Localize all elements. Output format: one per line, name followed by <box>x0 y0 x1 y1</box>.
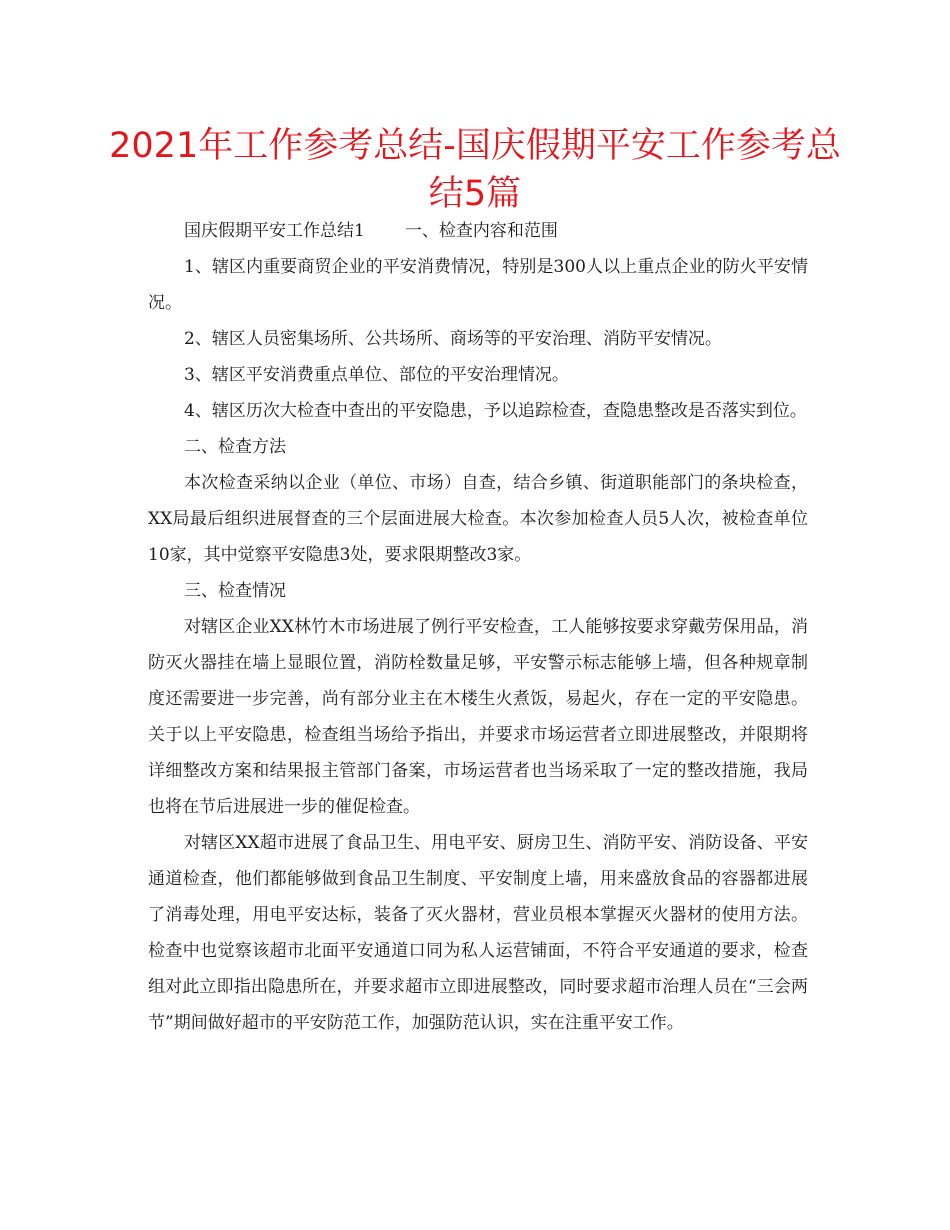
paragraph: 2、辖区人员密集场所、公共场所、商场等的平安治理、消防平安情况。 <box>184 329 722 349</box>
paragraph: 1、辖区内重要商贸企业的平安消费情况，特别是300人以上重点企业的防火平安情况。 <box>148 257 808 313</box>
paragraph: 4、辖区历次大检查中查出的平安隐患，予以追踪检查，查隐患整改是否落实到位。 <box>184 401 807 421</box>
paragraph: 对辖区XX超市进展了食品卫生、用电平安、厨房卫生、消防平安、消防设备、平安通道检查，他们都能够做到食品卫生制度、平安制度上墙，用来盛放食品的容器都进展了消毒处理，用电平安达标，装备了灭火器材，营业员根本掌握灭火器材的使用方法。检查中也觉察该超市北面平安通道口同为私人运营铺面，不符合平安通道的要求，检查组对此立即指出隐患所在，并要求超市立即进展整改，同时要求超市治理人员在“三会两节”期间做好超市的平安防范工作，加强防范认识，实在注重平安工作。 <box>148 833 808 1033</box>
section-heading-3: 三、检查情况 <box>184 581 286 601</box>
paragraph: 对辖区企业XX林竹木市场进展了例行平安检查，工人能够按要求穿戴劳保用品，消防灭火器挂在墙上显眼位置，消防栓数量足够，平安警示标志能够上墙，但各种规章制度还需要进一步完善，尚有部分业主在木楼生火煮饭，易起火，存在一定的平安隐患。关于以上平安隐患，检查组当场给予指出，并要求市场运营者立即进展整改，并限期将详细整改方案和结果报主管部门备案，市场运营者也当场采取了一定的整改措施，我局也将在节后进展进一步的催促检查。 <box>148 617 808 817</box>
paragraph-intro <box>148 213 808 249</box>
intro-heading: 国庆假期平安工作总结1 <box>184 221 365 241</box>
paragraph: 本次检查采纳以企业（单位、市场）自查，结合乡镇、街道职能部门的条块检查，XX局最后组织进展督查的三个层面进展大检查。本次参加检查人员5人次，被检查单位10家，其中觉察平安隐患3处，要求限期整改3家。 <box>148 473 808 565</box>
section-heading-2: 二、检查方法 <box>184 437 286 457</box>
section-heading-1: 一、检查内容和范围 <box>404 221 558 241</box>
document-body <box>148 213 808 1041</box>
paragraph: 3、辖区平安消费重点单位、部位的平安治理情况。 <box>184 365 569 385</box>
document-title: 2021年工作参考总结-国庆假期平安工作参考总结5篇 <box>109 126 841 214</box>
